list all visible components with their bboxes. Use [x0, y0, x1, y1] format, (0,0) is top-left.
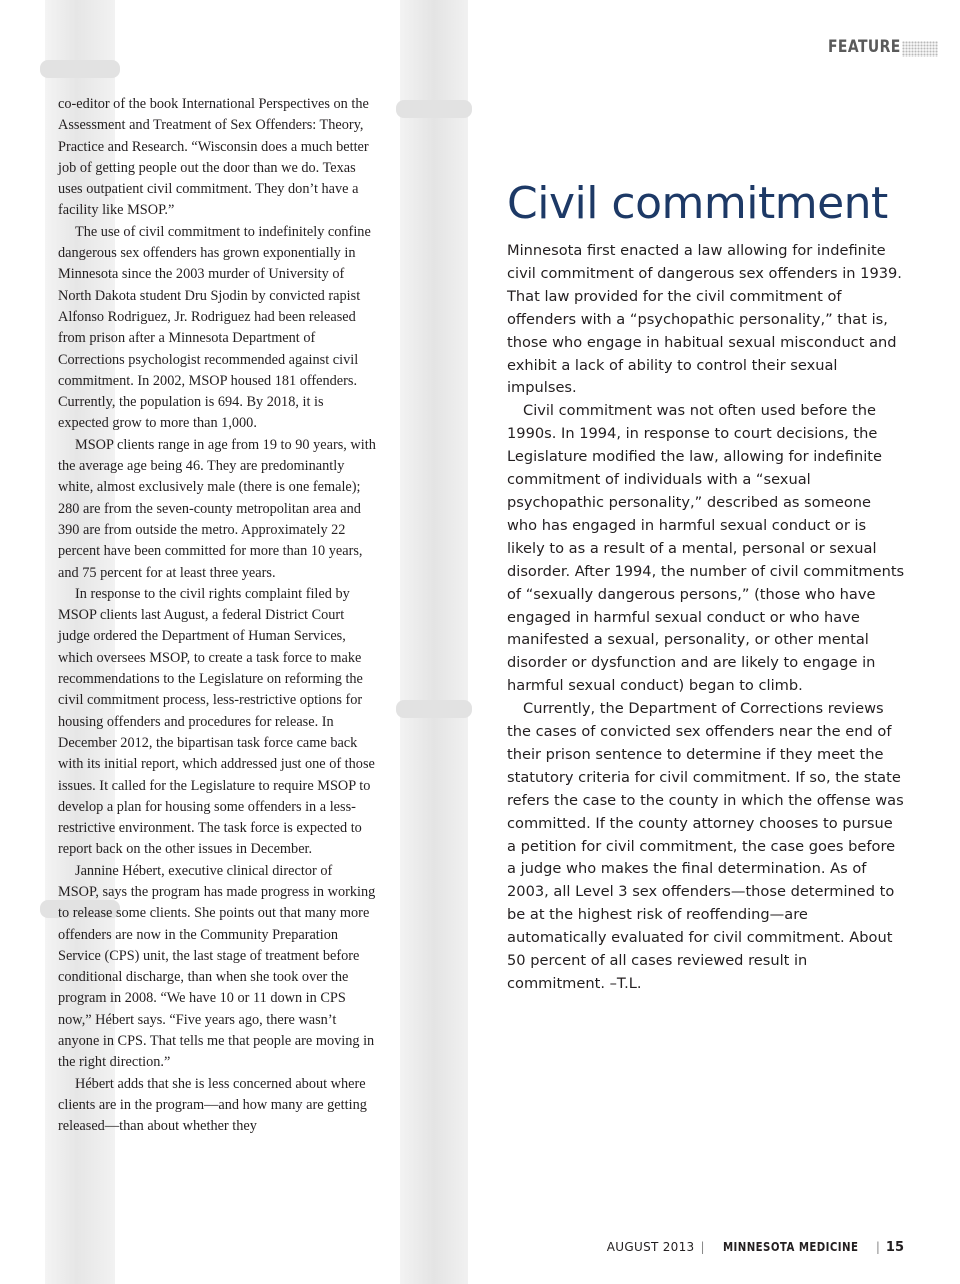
sidebar-paragraph: Minnesota first enacted a law allowing for indefinite civil commitment of dangerous sex offenders in 1939. That law provided for the civil commitment of offenders with a “psychopathic personality,” that is, those who engage in habitual sexual misconduct and exhibit a lack of ability to control their sexual impulses.	[507, 242, 902, 397]
section-label: FEATURE	[828, 37, 901, 57]
page-number: 15	[885, 1240, 904, 1255]
footer-publication: MINNESOTA MEDICINE	[722, 1240, 858, 1254]
bar-knob	[396, 700, 472, 718]
article-paragraph: In response to the civil rights complaint filed by MSOP clients last August, a federal District Court judge ordered the Department of Human Services, which oversees MSOP, to create a task force to make recommendations to the Legislature on reforming the civil commitment process, less-restrictive options for housing offenders and procedures for release. In December 2012, the bipartisan task force came back with its initial report, which addressed just one of those issues. It called for the Legislature to require MSOP to develop a plan for housing some offenders in a less-restrictive environment. The task force is expected to report back on the other issues in December.	[58, 585, 375, 858]
article-paragraph: Jannine Hébert, executive clinical director of MSOP, says the program has made progress in working to release some clients. She points out that many more offenders are now in the Community Preparation Service (CPS) unit, the last stage of treatment before conditional discharge, than when she took over the program in 2008. “We have 10 or 11 down in CPS now,” Hébert says. “Five years ago, there wasn’t anyone in CPS. That tells me that people are moving in the right direction.”	[58, 862, 376, 1071]
article-paragraph: co-editor of the book International Perspectives on the Assessment and Treatment of Sex Offenders: Theory, Practice and Research. “Wisconsin does a much better job of getting people out the door than we do. Texas uses outpatient civil commitment. They don’t have a facility like MSOP.”	[58, 96, 369, 219]
sidebar-column	[507, 240, 905, 996]
footer-separator: |	[875, 1240, 880, 1254]
footer-separator: |	[700, 1240, 705, 1254]
footer-month: AUGUST 2013	[606, 1240, 695, 1254]
sidebar-paragraph: Currently, the Department of Corrections reviews the cases of convicted sex offenders near the end of their prison sentence to determine if they meet the statutory criteria for civil commitment. If so, the state refers the case to the county in which the offense was committed. If the county attorney chooses to pursue a petition for civil commitment, the case goes before a judge who makes the final determination. As of 2003, all Level 3 sex offenders—those determined to be at the highest risk of reoffending—are automatically evaluated for civil commitment. About 50 percent of all cases reviewed result in commitment. –T.L.	[507, 700, 904, 992]
dot-pattern-decoration	[902, 41, 938, 57]
article-column-left	[58, 94, 376, 1138]
sidebar-paragraph: Civil commitment was not often used before the 1990s. In 1994, in response to court decisions, the Legislature modified the law, allowing for indefinite commitment of individuals with a “sexual psychopathic personality,” described as someone who has engaged in harmful sexual conduct or is likely to as a result of a mental, personal or sexual disorder. After 1994, the number of civil commitments of “sexually dangerous persons,” (those who have engaged in harmful sexual conduct or who have manifested a sexual, personality, or other mental disorder or dysfunction and are likely to engage in harmful sexual conduct) began to climb.	[507, 402, 905, 695]
article-paragraph: Hébert adds that she is less concerned about where clients are in the program—and how many are getting released—than about whether they	[58, 1075, 367, 1135]
background-bar-center	[400, 0, 468, 1284]
article-paragraph: MSOP clients range in age from 19 to 90 years, with the average age being 46. They are predominantly white, almost exclusively male (there is one female); 280 are from the seven-county metropolitan area and 390 are from outside the metro. Approximately 22 percent have been committed for more than 10 years, and 75 percent for at least three years.	[58, 436, 376, 581]
page-footer	[607, 1240, 904, 1255]
bar-knob	[40, 60, 120, 78]
bar-knob	[396, 100, 472, 118]
article-paragraph: The use of civil commitment to indefinitely confine dangerous sex offenders has grown exponentially in Minnesota since the 2003 murder of University of North Dakota student Dru Sjodin by convicted rapist Alfonso Rodriguez, Jr. Rodriguez had been released from prison after a Minnesota Department of Corrections psychologist recommended against civil commitment. In 2002, MSOP housed 181 offenders. Currently, the population is 694. By 2018, it is expected grow to more than 1,000.	[58, 223, 371, 432]
sidebar-title: Civil commitment	[507, 178, 888, 229]
